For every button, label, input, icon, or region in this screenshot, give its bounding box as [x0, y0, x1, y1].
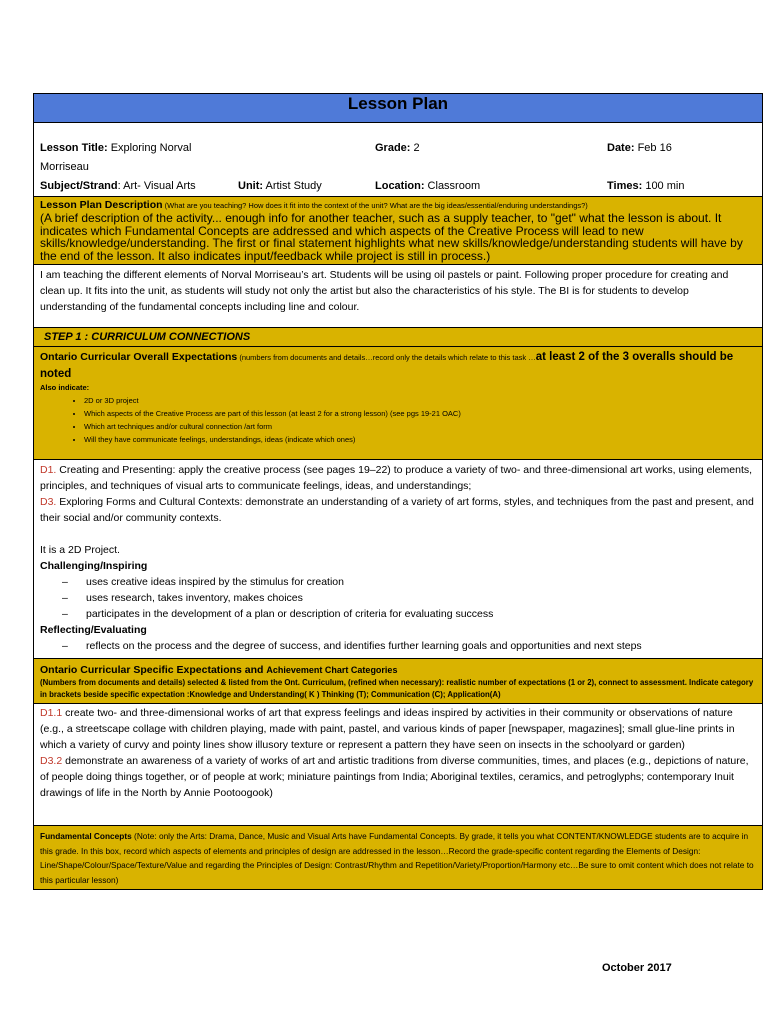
challenging-list: [40, 574, 756, 622]
list-item: • Which aspects of the Creative Process are part of this lesson (at least 2 for a strong lesson) (see pgs 19-21 OAC): [84, 407, 756, 420]
list-item: • Which art techniques and/or cultural connection /art form: [84, 420, 756, 433]
list-item: – participates in the development of a plan or description of criteria for evaluating success: [40, 606, 756, 622]
date-field: Date: Feb 16: [607, 142, 672, 154]
list-item: – uses creative ideas inspired by the stimulus for creation: [40, 574, 756, 590]
description-instructions: (A brief description of the activity... enough info for another teacher, such as a supply teacher, to "get" what the lesson is about. It indicates which Fundamental Concepts are addressed and which aspects of the Creative Process will lead to new skills/knowledge/understanding. The first or final statement highlights what new skills/knowledge/understanding students will have by the end of the lesson. It also indicates input/feedback while project is still in process.): [40, 211, 743, 263]
step1-heading: STEP 1 : CURRICULUM CONNECTIONS: [34, 328, 763, 347]
reflecting-heading: Reflecting/Evaluating: [40, 624, 147, 636]
list-item: • Will they have communicate feelings, understandings, ideas (indicate which ones): [84, 433, 756, 446]
overall-heading: Ontario Curricular Overall Expectations: [40, 351, 238, 363]
specific-heading: Ontario Curricular Specific Expectations: [40, 664, 242, 676]
times-field: Times: 100 min: [607, 180, 685, 192]
expectation-d1-1: D1.1 create two- and three-dimensional works of art that express feelings and ideas inspired by activities in their community or observations of nature (e.g., a streetscape collage with children playing, made with paint, pastel, and various kinds of paper [newspaper, magazines]; small glue-line prints in which a variety of curvy and pointy lines show illusory texture or represent a pattern they have seen on insects in the schoolyard or garden): [40, 707, 735, 751]
grade-field: Grade: 2: [375, 142, 420, 154]
list-item: – reflects on the process and the degree of success, and identifies further learning goals and opportunities and next steps: [40, 638, 756, 654]
page-title: Lesson Plan: [34, 94, 763, 123]
description-heading: Lesson Plan Description: [40, 199, 163, 211]
lesson-title-field: Lesson Title: Exploring Norval Morriseau: [40, 142, 192, 173]
expectation-d3-2: D3.2 demonstrate an awareness of a variety of works of art and artistic traditions from diverse communities, times, and places (e.g., depictions of nature, of people doing things together, or of people at work; miniature paintings from India; Aboriginal textiles, ceramics, and petroglyphs; contemporary Inuit drawings of life in the North by Annie Pootoogook): [40, 755, 749, 799]
specific-answer: [34, 704, 763, 826]
lesson-info: [34, 123, 763, 197]
lesson-plan-form: [33, 93, 763, 890]
lesson-plan-table: [33, 93, 763, 890]
overall-answer: [34, 460, 763, 659]
subject-field: Subject/Strand: Art- Visual Arts: [40, 180, 196, 192]
fundamental-heading: Fundamental Concepts: [40, 831, 132, 841]
challenging-heading: Challenging/Inspiring: [40, 560, 148, 572]
reflecting-list: [40, 638, 756, 654]
overall-prompt: Ontario Curricular Overall Expectations (numbers from documents and details…record only the details which relate to this task …at least 2 of the 3 overalls should be noted Also indicate: • 2D or 3D project • Which aspects of the Creative Process are part of this lesson (at least 2 for a strong lesson) (see pgs 19-21 OAC) • Which art techniques and/or cultural connection /art form • Will they have communicate feelings, understandings, ideas (indicate which ones): [34, 347, 763, 460]
expectation-d1: D1. Creating and Presenting: apply the creative process (see pages 19–22) to produce a variety of two- and three-dimensional art works, using elements, principles, and techniques of visual arts to communicate feelings, ideas, and understandings;: [40, 464, 753, 492]
description-prompt: Lesson Plan Description (What are you teaching? How does it fit into the context of the unit? What are the big ideas/essential/enduring understandings?) (A brief description of the activity... enough info for another teacher, such as a supply teacher, to "get" what the lesson is about. It indicates which Fundamental Concepts are addressed and which aspects of the Creative Process will lead to new skills/knowledge/understanding. The first or final statement highlights what new skills/knowledge/understanding students will have by the end of the lesson. It also indicates input/feedback while project is still in process.): [34, 197, 763, 265]
expectation-d3: D3. Exploring Forms and Cultural Contexts: demonstrate an understanding of a variety of art forms, styles, and techniques from the past and present, and their social and/or community contexts.: [40, 496, 754, 524]
description-answer: I am teaching the different elements of Norval Morriseau’s art. Students will be using oil pastels or paint. Following proper procedure for creating and clean up. It fits into the unit, as students will study not only the artist but also the characteristics of his style. The BI is for students to develop understanding of the fundamental concepts including line and colour.: [34, 265, 763, 328]
specific-prompt: Ontario Curricular Specific Expectations and Achievement Chart Categories (Numbers from documents and details) selected & listed from the Ont. Curriculum, (refined when necessary): realistic number of expectations (1 or 2), connect to assessment. Indicate category in brackets beside specific expectation :Knowledge and Understanding( K ) Thinking (T); Communication (C); Application(A): [34, 659, 763, 704]
unit-field: Unit: Artist Study: [238, 180, 322, 192]
specific-note: (Numbers from documents and details) selected & listed from the Ont. Curriculum, (refined when necessary): realistic number of expectations (1 or 2), connect to assessment. Indicate category in brackets beside specific expectation :Knowledge and Understanding( K ) Thinking (T); Communication (C); Application(A): [40, 678, 754, 699]
overall-indicate-list: [40, 394, 756, 446]
footer-date: October 2017: [602, 962, 672, 974]
location-field: Location: Classroom: [375, 180, 481, 192]
list-item: – uses research, takes inventory, makes choices: [40, 590, 756, 606]
fundamental-concepts: Fundamental Concepts (Note: only the Arts: Drama, Dance, Music and Visual Arts have Fundamental Concepts. By grade, it tells you what CONTENT/KNOWLEDGE students are to acquire in this grade. In this box, record which aspects of elements and principles of design are addressed in the lesson…Record the grade-specific content regarding the Elements of Design: Line/Shape/Colour/Space/Texture/Value and regarding the Principles of Design: Contrast/Rhythm and Repetition/Variety/Proportion/Harmony etc…Be sure to omit content which does not relate to this particular lesson): [34, 826, 763, 890]
list-item: • 2D or 3D project: [84, 394, 756, 407]
project-type: It is a 2D Project.: [40, 544, 120, 556]
